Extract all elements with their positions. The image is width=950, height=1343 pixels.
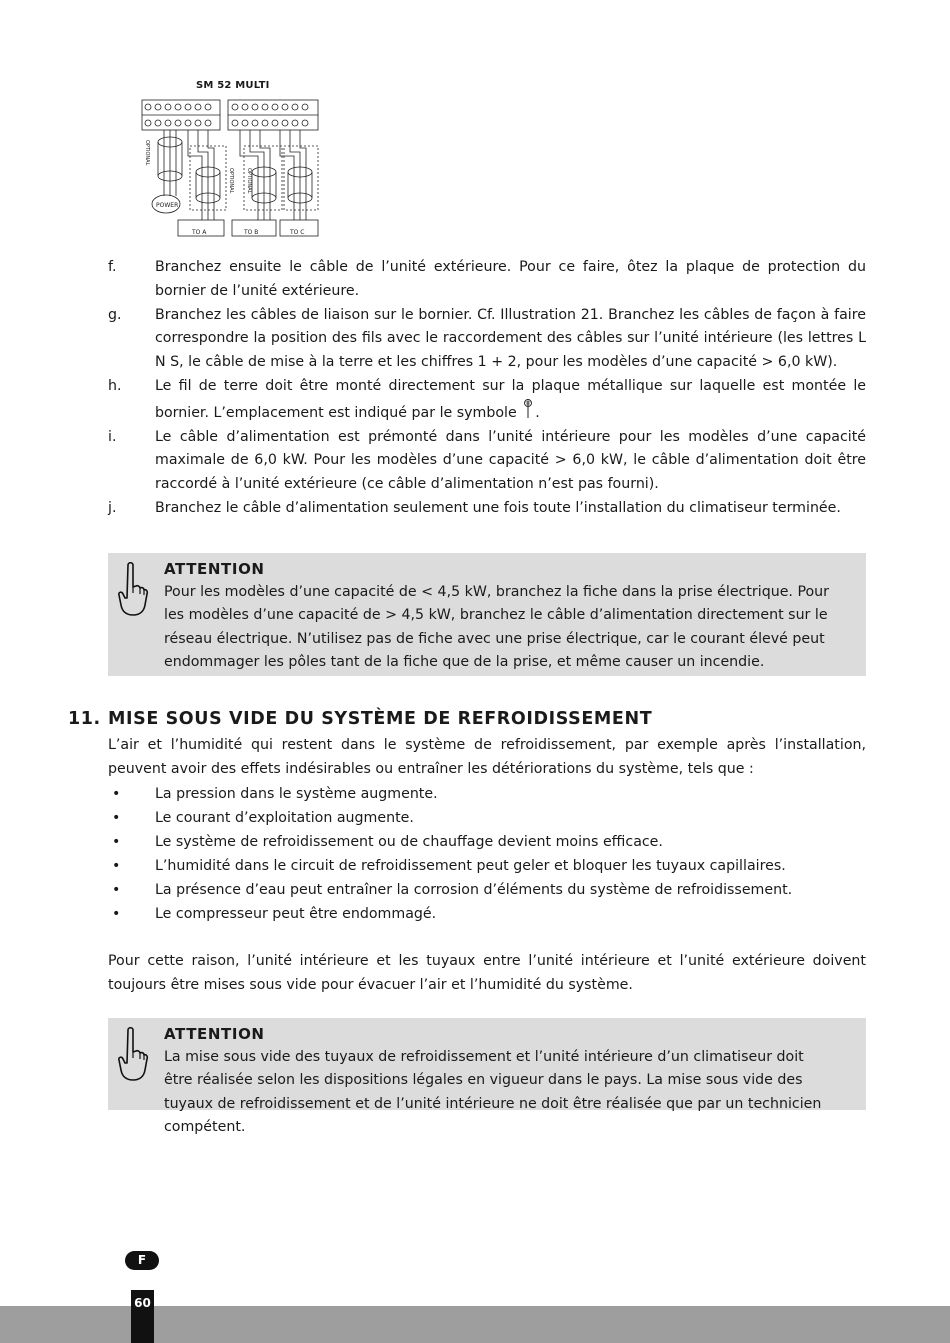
- section-heading: [68, 709, 652, 729]
- list-marker: i.: [108, 428, 117, 445]
- attention-heading: ATTENTION: [164, 560, 265, 578]
- list-marker: h.: [108, 377, 122, 394]
- attention-heading: ATTENTION: [164, 1025, 265, 1043]
- pointing-hand-icon: [114, 1026, 150, 1082]
- to-c-label: TO C: [290, 229, 305, 236]
- list-text: Branchez le câble d’alimentation seulement une fois toute l’installation du climatiseur terminée.: [155, 499, 841, 516]
- attention-text: La mise sous vide des tuyaux de refroidissement et l’unité intérieure d’un climatiseur doit être réalisée selon les dispositions légales en vigueur dans le pays. La mise sous vide des tuyaux de refroidissement et de l’unité intérieure ne doit être réalisée que par un technicien compétent.: [164, 1049, 822, 1136]
- bullet-marker: •: [112, 786, 121, 802]
- language-badge: F: [125, 1251, 159, 1270]
- instruction-list: [108, 256, 866, 521]
- optional-label: OPTIONAL: [144, 140, 150, 166]
- list-text: Le fil de terre doit être monté directement sur la plaque métallique sur laquelle est montée le bornier. L’emplacement est indiqué par le symbole: [155, 377, 866, 421]
- power-label: POWER: [156, 202, 179, 209]
- list-item: [108, 830, 866, 854]
- to-a-label: TO A: [192, 229, 207, 236]
- list-text: Branchez ensuite le câble de l’unité extérieure. Pour ce faire, ôtez la plaque de protection du bornier de l’unité extérieure.: [155, 259, 866, 299]
- attention-box: [108, 1018, 866, 1136]
- ground-symbol-icon: [521, 399, 535, 419]
- bullet-marker: •: [112, 882, 121, 898]
- list-item: [108, 304, 866, 375]
- attention-box: [108, 553, 866, 676]
- to-b-label: TO B: [244, 229, 259, 236]
- list-item: [108, 375, 866, 426]
- list-item: [108, 854, 866, 878]
- bullet-text: La pression dans le système augmente.: [155, 786, 438, 802]
- list-marker: g.: [108, 306, 122, 323]
- section-intro: L’air et l’humidité qui restent dans le système de refroidissement, par exemple après l’installation, peuvent avoir des effets indésirables ou entraîner les détériorations du système, tels que :: [108, 737, 866, 777]
- list-item: [108, 782, 866, 806]
- list-item: [108, 256, 866, 304]
- bullet-text: Le compresseur peut être endommagé.: [155, 906, 437, 922]
- page-number: 60: [131, 1290, 154, 1343]
- wiring-diagram: [140, 80, 320, 240]
- list-item: [108, 497, 866, 521]
- bullet-marker: •: [112, 810, 121, 826]
- bullet-list: [108, 782, 866, 926]
- bullet-text: La présence d’eau peut entraîner la corrosion d’éléments du système de refroidissement.: [155, 882, 793, 898]
- bullet-text: Le courant d’exploitation augmente.: [155, 810, 414, 826]
- list-item: [108, 902, 866, 926]
- list-item: [108, 806, 866, 830]
- optional-label: OPTIONAL: [228, 168, 234, 194]
- bullet-marker: •: [112, 858, 121, 874]
- list-marker: f.: [108, 259, 117, 275]
- pointing-hand-icon: [114, 561, 150, 617]
- list-text: Le câble d’alimentation est prémonté dans l’unité intérieure pour les modèles d’une capacité maximale de 6,0 kW. Pour les modèles d’une capacité > 6,0 kW, le câble d’alimentation doit être raccordé à l’unité extérieure (ce câble d’alimentation n’est pas fourni).: [155, 428, 866, 493]
- optional-label: OPTIONAL: [246, 168, 252, 194]
- list-text: Branchez les câbles de liaison sur le bornier. Cf. Illustration 21. Branchez les câbles de façon à faire correspondre la position des fils avec le raccordement des câbles sur l’unité intérieure (les lettres L N S, le câble de mise à la terre et les chiffres 1 + 2, pour les modèles d’une capacité > 6,0 kW).: [155, 306, 866, 371]
- diagram-title: SM 52 MULTI: [196, 80, 270, 91]
- list-text-container: [155, 375, 866, 426]
- list-item: [108, 878, 866, 902]
- section-number: 11.: [68, 709, 101, 729]
- section-title: MISE SOUS VIDE DU SYSTÈME DE REFROIDISSEMENT: [108, 709, 653, 729]
- list-marker: j.: [108, 499, 117, 516]
- bullet-text: L’humidité dans le circuit de refroidissement peut geler et bloquer les tuyaux capillaires.: [155, 858, 786, 874]
- section-closing: Pour cette raison, l’unité intérieure et les tuyaux entre l’unité intérieure et l’unité extérieure doivent toujours être mises sous vide pour évacuer l’air et l’humidité du système.: [108, 953, 866, 993]
- attention-text: Pour les modèles d’une capacité de < 4,5 kW, branchez la fiche dans la prise électrique. Pour les modèles d’une capacité de > 4,5 kW, branchez le câble d’alimentation directement sur le réseau électrique. N’utilisez pas de fiche avec une prise électrique, car le courant élevé peut endommager les pôles tant de la fiche que de la prise, et même causer un incendie.: [164, 584, 829, 671]
- bullet-marker: •: [112, 906, 121, 922]
- bullet-text: Le système de refroidissement ou de chauffage devient moins efficace.: [155, 834, 663, 850]
- list-item: [108, 426, 866, 497]
- bullet-marker: •: [112, 834, 121, 850]
- list-text-end: .: [535, 404, 540, 421]
